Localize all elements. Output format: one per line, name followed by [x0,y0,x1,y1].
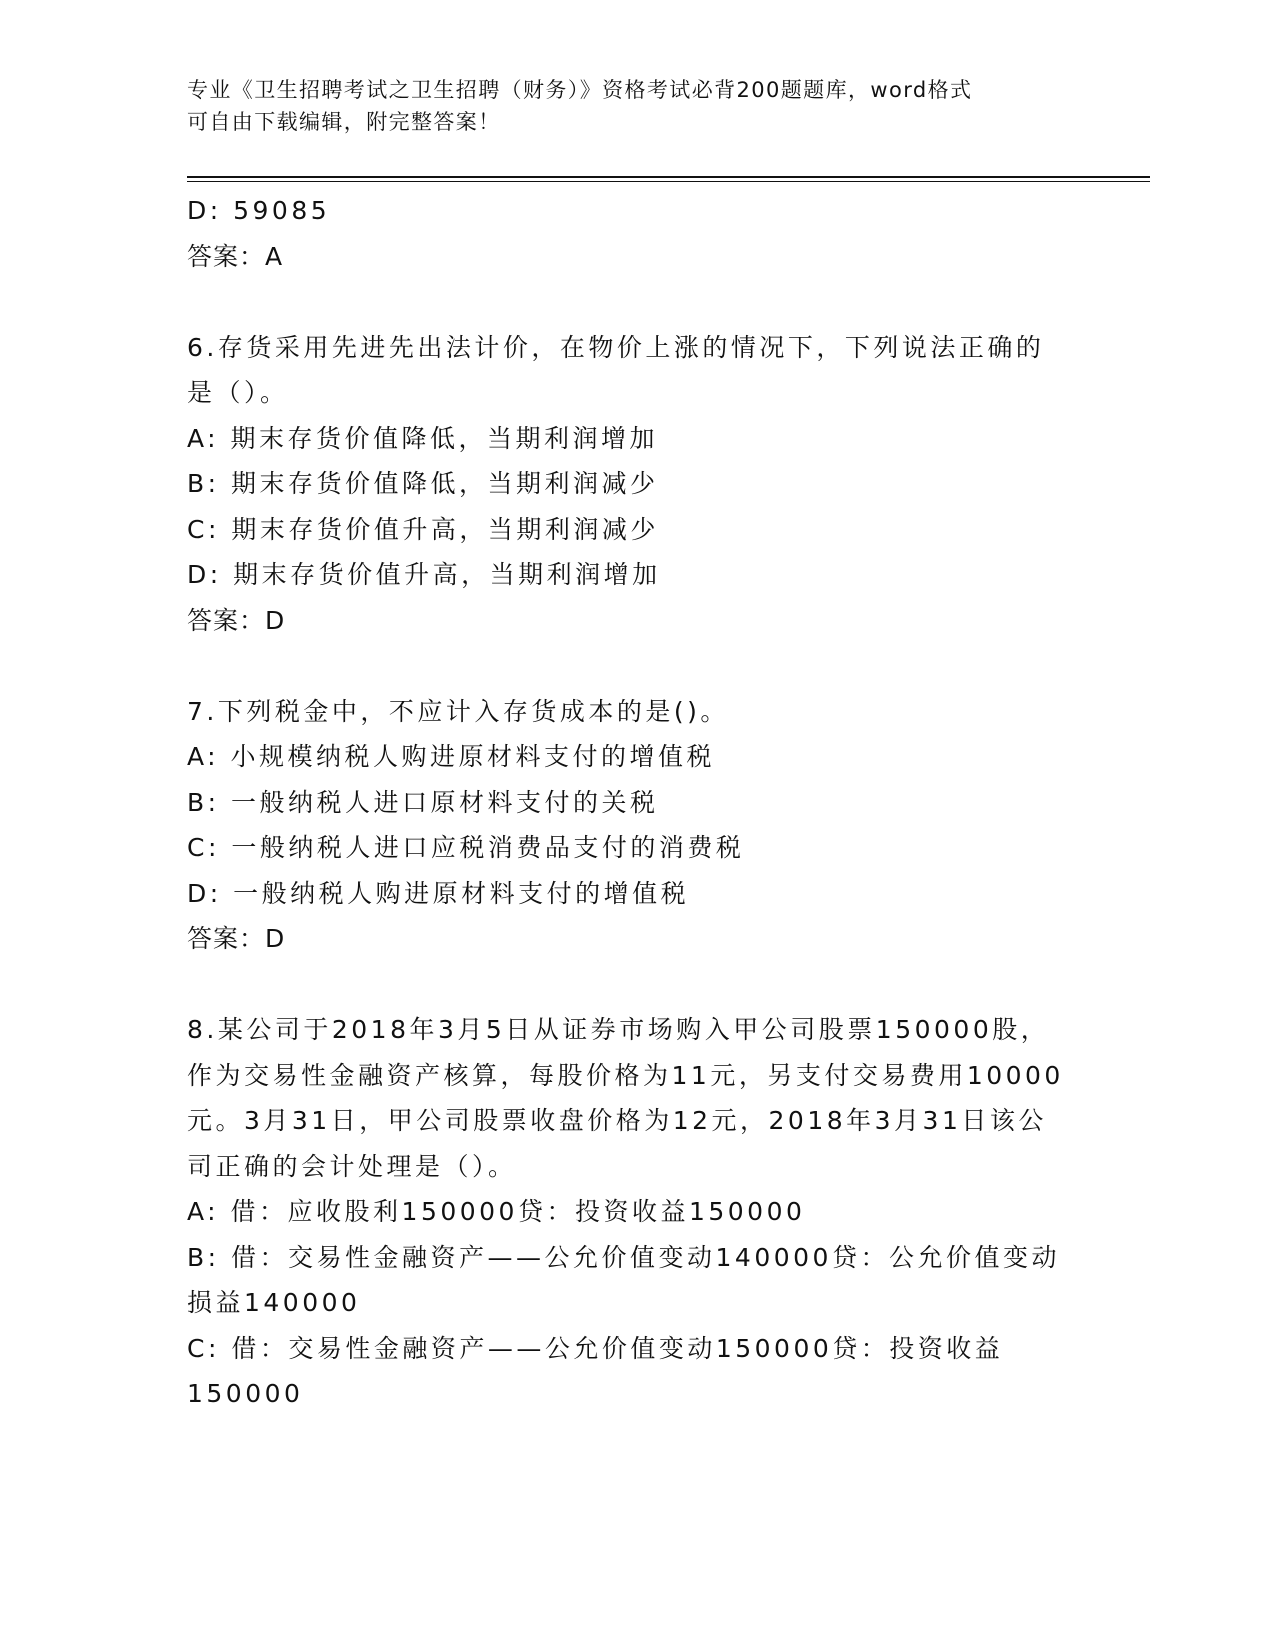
header-line-1: 专业《卫生招聘考试之卫生招聘（财务）》资格考试必背200题题库，word格式 [187,78,973,102]
q8-option-c-line-2: 150000 [187,1379,304,1408]
q8-stem-line-3: 元。3月31日，甲公司股票收盘价格为12元，2018年3月31日该公 [187,1106,1047,1135]
q7-option-c: C: 一般纳税人进口应税消费品支付的消费税 [187,833,745,862]
q7-answer: 答案：D [187,924,286,953]
q7-option-b: B: 一般纳税人进口原材料支付的关税 [187,787,659,817]
q8-stem-line-1: 8.某公司于2018年3月5日从证券市场购入甲公司股票150000股， [187,1015,1050,1044]
q8-option-b-line-2: 损益140000 [187,1288,361,1317]
q7-stem: 7.下列税金中，不应计入存货成本的是()。 [187,696,729,726]
header-divider-thick [187,176,1150,178]
q8-stem-line-4: 司正确的会计处理是（）。 [187,1151,517,1181]
spacer [187,962,1087,1008]
q8-stem-line-2: 作为交易性金融资产核算，每股价格为11元，另支付交易费用10000 [187,1060,1064,1090]
q8-option-b-line-1: B: 借：交易性金融资产——公允价值变动140000贷：公允价值变动 [187,1242,1060,1272]
prev-option-d: D: 59085 [187,196,331,225]
q7-option-a: A: 小规模纳税人购进原材料支付的增值税 [187,742,716,771]
q8-option-c-line-1: C: 借：交易性金融资产——公允价值变动150000贷：投资收益 [187,1333,1004,1363]
q6-stem-line-2: 是（）。 [187,378,289,407]
prev-answer: 答案：A [187,241,284,271]
header-line-2: 可自由下载编辑，附完整答案！ [187,110,501,134]
q7-option-d: D: 一般纳税人购进原材料支付的增值税 [187,878,690,908]
q6-option-c: C: 期末存货价值升高，当期利润减少 [187,514,659,544]
spacer [187,643,1087,689]
q6-answer: 答案：D [187,605,286,635]
question-content [187,188,1087,1417]
q6-stem-line-1: 6.存货采用先进先出法计价，在物价上涨的情况下，下列说法正确的 [187,332,1045,362]
q6-option-d: D: 期末存货价值升高，当期利润增加 [187,560,661,589]
q6-option-a: A: 期末存货价值降低，当期利润增加 [187,423,659,453]
spacer [187,279,1087,325]
header-divider-thin [187,181,1150,182]
q6-option-b: B: 期末存货价值降低，当期利润减少 [187,469,659,498]
document-header [187,74,1067,138]
q8-option-a: A: 借：应收股利150000贷：投资收益150000 [187,1197,806,1226]
